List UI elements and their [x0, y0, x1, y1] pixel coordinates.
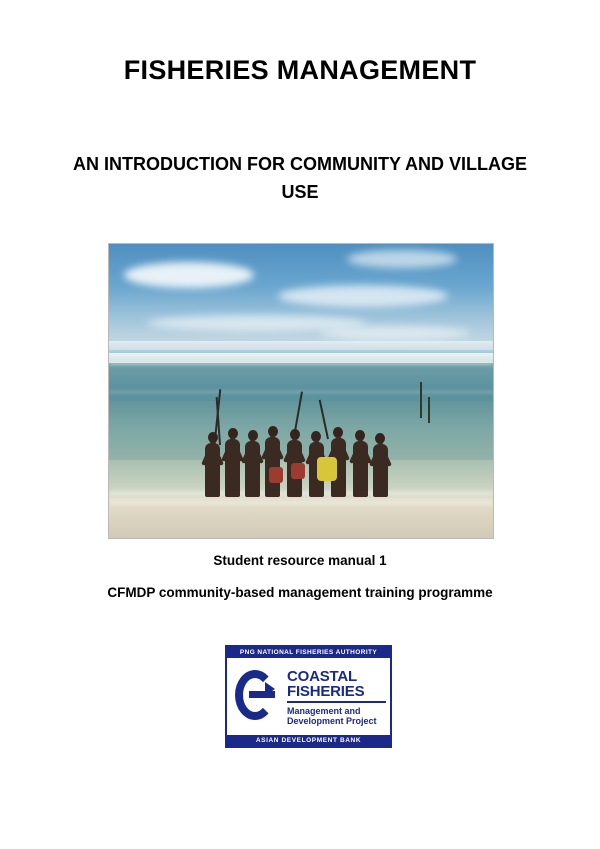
person	[245, 441, 260, 497]
logo-word-fisheries: FISHERIES	[287, 682, 365, 700]
person	[373, 444, 388, 497]
person	[205, 443, 220, 497]
logo-sub-line-1: Management and	[287, 705, 361, 716]
cloud	[278, 285, 448, 307]
cfmdp-logo	[225, 645, 392, 748]
catch-bag	[317, 457, 337, 481]
logo-word-coastal: COASTAL	[287, 667, 357, 685]
logo-adb-band: ASIAN DEVELOPMENT BANK	[227, 735, 390, 746]
cloud	[347, 250, 457, 268]
photo-people-group	[201, 362, 401, 497]
person	[353, 441, 368, 497]
page-subtitle: AN INTRODUCTION FOR COMMUNITY AND VILLAGE USE	[73, 154, 527, 202]
caption-student-manual: Student resource manual 1	[213, 553, 387, 568]
photo-shore-line	[109, 501, 493, 505]
page-title: FISHERIES MANAGEMENT	[123, 55, 477, 85]
photo-sapling	[420, 382, 422, 418]
logo-divider	[287, 701, 386, 703]
logo-sub-line-2: Development Project	[287, 715, 377, 726]
caption-programme: CFMDP community-based management training programme	[107, 585, 493, 600]
logo-wordmark	[285, 658, 390, 735]
logo-c-mark-icon	[227, 658, 285, 735]
red-garment	[291, 463, 305, 479]
cover-photo	[108, 243, 494, 539]
cloud	[124, 262, 254, 288]
photo-sapling	[428, 397, 430, 423]
red-garment	[269, 467, 283, 483]
logo-authority-band: PNG NATIONAL FISHERIES AUTHORITY	[227, 647, 390, 658]
person	[225, 439, 240, 497]
logo-body	[227, 658, 390, 735]
